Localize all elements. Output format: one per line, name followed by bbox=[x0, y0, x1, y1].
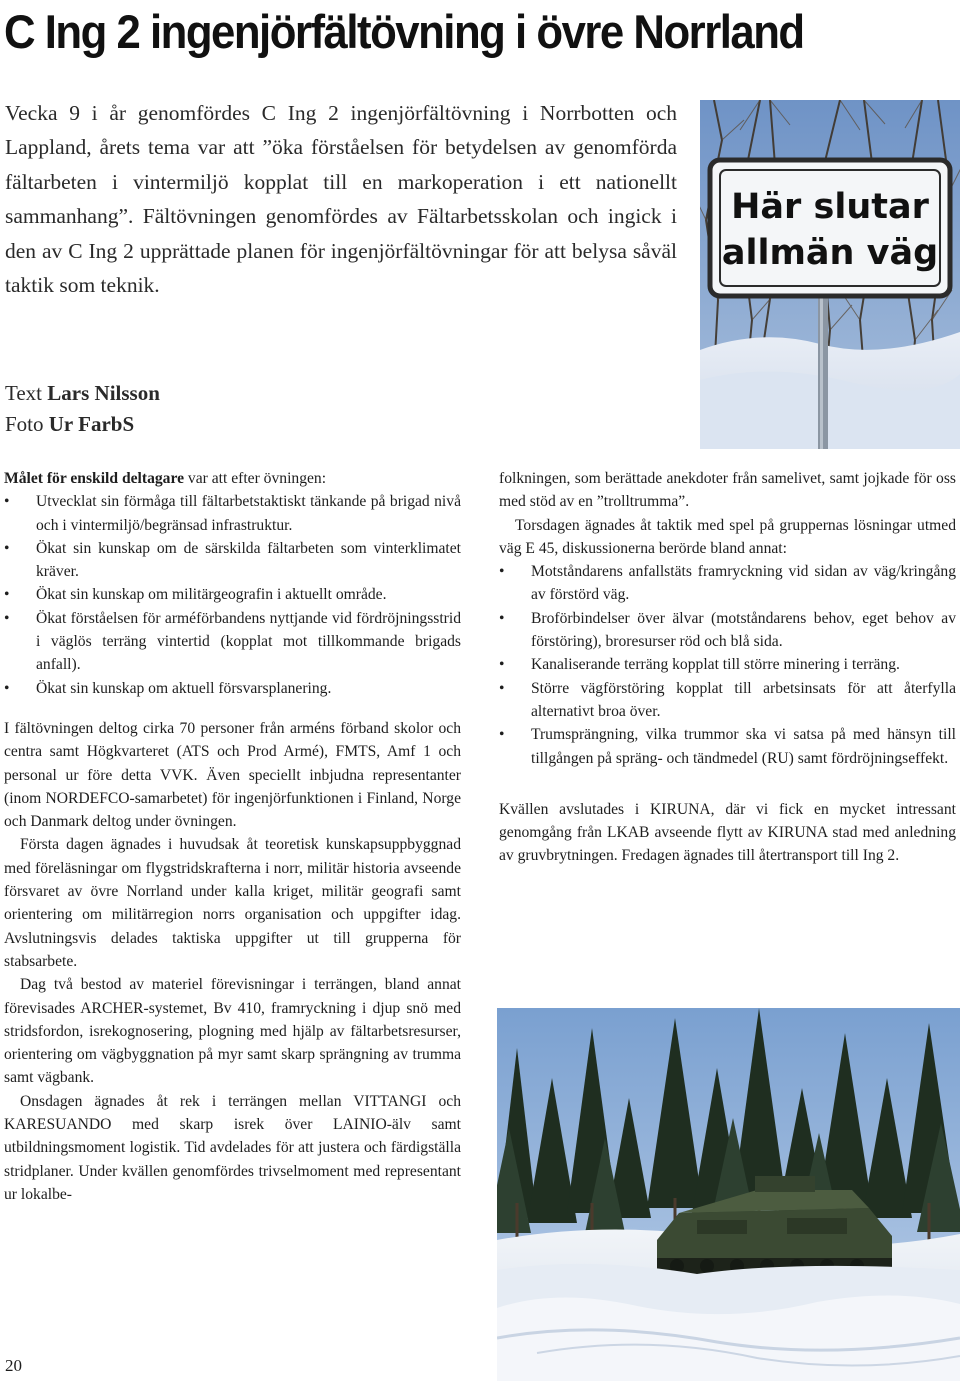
paragraph: Onsdagen ägnades åt rek i terrängen mellan VITTANGI och KARESUANDO med skarp isrek över LAINIO-älv samt utbildningsmoment logistik. Tid avdelades för att justera och färdigställa stridplaner. Under kvällen genomfördes trivselmoment med representant ur lokalbe- bbox=[4, 1092, 461, 1203]
list-item-text: Ökat sin kunskap om aktuell försvarsplanering. bbox=[36, 679, 332, 697]
paragraph: Dag två bestod av materiel förevisningar i terrängen, bland annat förevisades ARCHER-systemet, Bv 410, framryckning i djup snö med stridsfordon, isrekognosering, plogning med hjälp av fältarbetsresurser, orientering om vägbyggnation på myr samt skarp sprängning av trumma samt vägbank. bbox=[4, 976, 461, 1087]
bullet-icon: • bbox=[4, 493, 10, 511]
list-item bbox=[4, 607, 461, 677]
list-item-text: Ökat förståelsen för arméförbandens nyttjande vid fördröjningsstrid i väglös terräng vintertid (kopplat mot tillkommande brigads anfall). bbox=[36, 609, 461, 674]
list-item bbox=[4, 537, 461, 584]
spacer bbox=[4, 700, 461, 717]
paragraph: Torsdagen ägnades åt taktik med spel på gruppernas lösningar utmed väg E 45, diskussionerna berörde bland annat: bbox=[499, 516, 956, 557]
photo-credit-label: Foto bbox=[5, 412, 44, 436]
list-item-text: Större vägförstöring kopplat till arbetsinsats för att återfylla alternativt broa över. bbox=[531, 679, 956, 720]
paragraph: I fältövningen deltog cirka 70 personer från arméns förband skolor och centra samt Högkvarteret (ATS och Prod Armé), FMTS, Amf 1 och personal ur före detta VVK. Även speciellt inbjudna representanter (inom NORDEFCO-samarbetet) för ingenjörfunktionen i Finland, Norge och Danmark deltog under övningen. bbox=[4, 719, 461, 831]
paragraph: Kvällen avslutades i KIRUNA, där vi fick en mycket intressant genomgång från LKAB avseende flytt av KIRUNA stad med anledning av gruvbrytningen. Fredagen ägnades till återtransport till Ing 2. bbox=[499, 800, 956, 865]
bullet-icon: • bbox=[499, 563, 505, 581]
bullet-icon: • bbox=[499, 656, 505, 674]
list-item bbox=[4, 490, 461, 537]
list-item bbox=[4, 583, 461, 606]
bullet-icon: • bbox=[4, 679, 10, 697]
goals-intro bbox=[4, 467, 461, 490]
article-title: C Ing 2 ingenjörfältövning i övre Norrland bbox=[4, 5, 804, 58]
paragraph: folkningen, som berättade anekdoter från samelivet, samt jojkade för oss med stöd av en ”trolltrumma”. bbox=[499, 470, 956, 511]
sign-line-2: allmän väg bbox=[721, 233, 939, 273]
list-item bbox=[499, 677, 956, 724]
list-item bbox=[4, 677, 461, 700]
sign-line-1: Här slutar bbox=[731, 187, 929, 227]
list-item-text: Motståndarens anfallstäts framryckning vid sidan av väg/kringång av förstörd väg. bbox=[531, 563, 956, 604]
goals-list bbox=[4, 490, 461, 700]
author-name: Lars Nilsson bbox=[47, 381, 160, 405]
text-credit bbox=[5, 378, 160, 409]
spacer bbox=[499, 770, 956, 798]
list-item-text: Utvecklat sin förmåga till fältarbetstaktiskt tänkande på brigad nivå och i vintermiljö/begränsad infrastruktur. bbox=[36, 493, 461, 534]
bullet-icon: • bbox=[4, 609, 10, 627]
paragraph: Första dagen ägnades i huvudsak åt teoretisk kunskapsuppbyggnad med föreläsningar om flygstridskrafterna i norr, militär historia avseende försvaret av övre Norrland under kalla kriget, militär geografi samt orientering om militärregion norrs organisation och uppgifter idag. Avslutningsvis delades taktiska uppgifter ut till grupperna för stabsarbete. bbox=[4, 836, 461, 970]
list-item-text: Broförbindelser över älvar (motståndarens behov, eget behov av förstöring), broresurser röd och blå sida. bbox=[531, 609, 956, 651]
bullet-icon: • bbox=[4, 539, 10, 557]
right-column bbox=[499, 467, 956, 868]
bullet-icon: • bbox=[499, 679, 505, 697]
page-number: 20 bbox=[5, 1356, 22, 1375]
bullet-icon: • bbox=[499, 726, 505, 744]
left-column bbox=[4, 467, 461, 1206]
list-item-text: Ökat sin kunskap om de särskilda fältarbeten som vinterklimatet kräver. bbox=[36, 539, 461, 581]
text-credit-label: Text bbox=[5, 381, 43, 405]
goals-intro-rest: var att efter övningen: bbox=[184, 470, 327, 487]
photo-credit bbox=[5, 409, 160, 440]
list-item bbox=[499, 723, 956, 770]
list-item bbox=[499, 653, 956, 676]
vehicle-illustration bbox=[497, 1008, 960, 1381]
vehicle-in-snow-photo bbox=[497, 1008, 960, 1381]
list-item-text: Ökat sin kunskap om militärgeografin i aktuellt område. bbox=[36, 586, 387, 604]
bullet-icon: • bbox=[4, 586, 10, 604]
photographer-name: Ur FarbS bbox=[48, 412, 135, 436]
goals-intro-bold: Målet för enskild deltagare bbox=[4, 470, 185, 487]
byline bbox=[5, 378, 160, 440]
list-item bbox=[499, 560, 956, 607]
road-sign-illustration bbox=[700, 100, 960, 449]
road-sign-photo bbox=[700, 100, 960, 449]
article-lead: Vecka 9 i år genomfördes C Ing 2 ingenjörfältövning i Norrbotten och Lappland, årets tema var att ”öka förståelsen för betydelsen av genomförda fältarbeten i vintermiljö kopplat till en markoperation i ett nationellt sammanhang”. Fältövningen genomfördes av Fältarbetsskolan och ingick i den av C Ing 2 upprättade planen för ingenjörfältövningar för att belysa såväl taktik som teknik. bbox=[5, 101, 677, 298]
list-item-text: Kanaliserande terräng kopplat till större minering i terräng. bbox=[531, 656, 900, 674]
list-item-text: Trumsprängning, vilka trummor ska vi satsa på med hänsyn till tillgången på spräng- och tändmedel (RU) samt fördröjningseffekt. bbox=[531, 726, 956, 767]
list-item bbox=[499, 607, 956, 654]
topics-list bbox=[499, 560, 956, 770]
bullet-icon: • bbox=[499, 609, 505, 627]
